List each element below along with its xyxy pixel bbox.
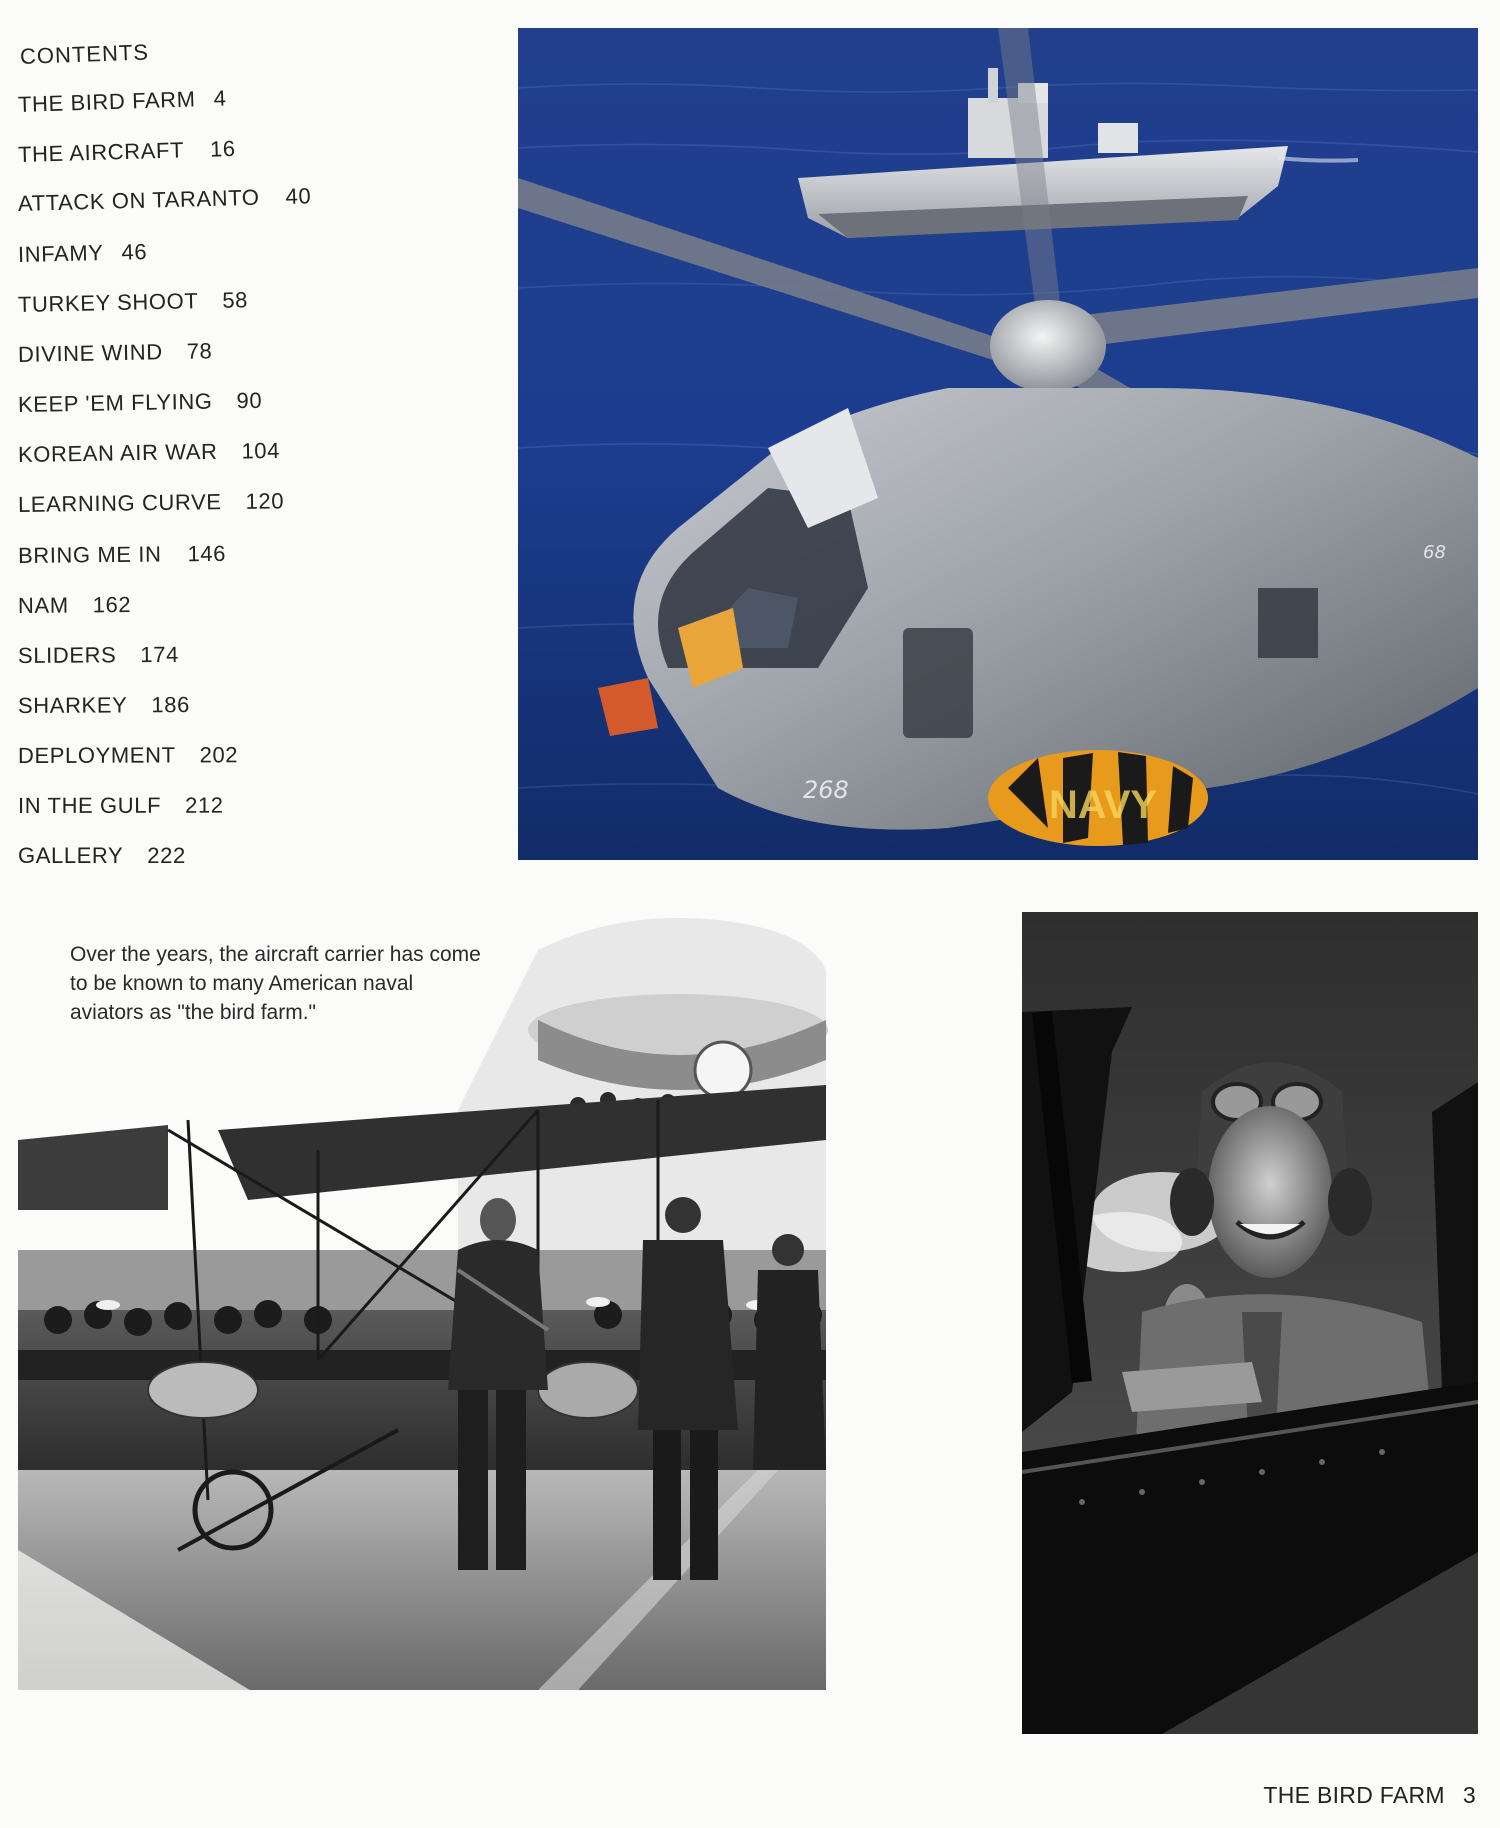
toc-page: 58	[222, 287, 249, 313]
toc-title: DIVINE WIND	[17, 339, 163, 367]
toc-item[interactable]	[18, 183, 312, 217]
toc-page: 78	[186, 338, 213, 364]
toc-page: 120	[245, 488, 285, 514]
page-footer	[1263, 1782, 1476, 1809]
toc-title: SLIDERS	[17, 642, 117, 668]
toc-page: 222	[147, 843, 186, 868]
toc-page: 90	[236, 387, 263, 414]
toc-title: BRING ME IN	[17, 541, 162, 568]
toc-title: SHARKEY	[17, 692, 128, 718]
toc-page: 162	[92, 592, 132, 618]
toc-title: KEEP 'EM FLYING	[17, 388, 213, 417]
toc-item[interactable]	[18, 793, 224, 819]
pilot-illustration	[1022, 912, 1478, 1734]
toc-item[interactable]	[18, 488, 284, 518]
toc-title: THE BIRD FARM	[17, 86, 196, 117]
toc-item[interactable]	[18, 692, 190, 719]
toc-title: THE AIRCRAFT	[17, 137, 185, 167]
toc-item[interactable]	[18, 843, 186, 869]
navy-marking: NAVY	[1048, 783, 1158, 827]
toc-title: DEPLOYMENT	[17, 742, 176, 768]
toc-item[interactable]	[18, 642, 179, 669]
toc-item[interactable]	[18, 592, 131, 619]
toc-title: NAM	[17, 592, 69, 618]
toc-item[interactable]	[18, 287, 249, 318]
toc-page: 186	[151, 692, 190, 718]
helicopter-photo	[518, 28, 1478, 860]
toc-title: LEARNING CURVE	[17, 489, 222, 517]
toc-page: 16	[209, 135, 237, 162]
toc-title: KOREAN AIR WAR	[17, 438, 218, 467]
toc-item[interactable]	[18, 338, 213, 368]
toc-page: 146	[187, 540, 227, 567]
toc-item[interactable]	[18, 541, 226, 569]
toc-title: INFAMY	[17, 240, 104, 267]
toc-title: IN THE GULF	[17, 792, 162, 818]
toc-page: 46	[121, 239, 148, 265]
footer-section-title: THE BIRD FARM	[1263, 1782, 1445, 1808]
helicopter-illustration	[518, 28, 1478, 860]
toc-page: 104	[241, 437, 281, 464]
nose-pod	[988, 750, 1208, 846]
biplane-illustration	[18, 910, 974, 1732]
biplane-photo	[18, 910, 974, 1732]
toc-title: GALLERY	[18, 843, 124, 868]
toc-item[interactable]	[18, 742, 238, 769]
toc-item[interactable]	[18, 438, 280, 468]
toc-page: 212	[185, 792, 224, 818]
contents-list	[18, 0, 478, 880]
helicopter-tail-number: 68	[1423, 542, 1446, 563]
toc-title: ATTACK ON TARANTO	[17, 184, 260, 216]
toc-item[interactable]	[18, 136, 236, 168]
toc-item[interactable]	[18, 85, 227, 118]
toc-item[interactable]	[18, 388, 263, 418]
helicopter-number: 268	[803, 776, 849, 804]
toc-page: 202	[199, 742, 239, 768]
toc-item[interactable]	[18, 239, 148, 268]
photo-caption: Over the years, the aircraft carrier has come to be known to many American naval aviators as "the bird farm."	[70, 943, 481, 1024]
toc-page: 40	[285, 183, 312, 209]
toc-title: TURKEY SHOOT	[17, 288, 199, 317]
pilot-photo	[1022, 912, 1478, 1734]
page-number: 3	[1462, 1782, 1476, 1808]
toc-page: 4	[213, 85, 227, 111]
rotor-hub	[990, 300, 1106, 392]
contents-heading: CONTENTS	[19, 39, 150, 69]
toc-page: 174	[140, 641, 179, 668]
